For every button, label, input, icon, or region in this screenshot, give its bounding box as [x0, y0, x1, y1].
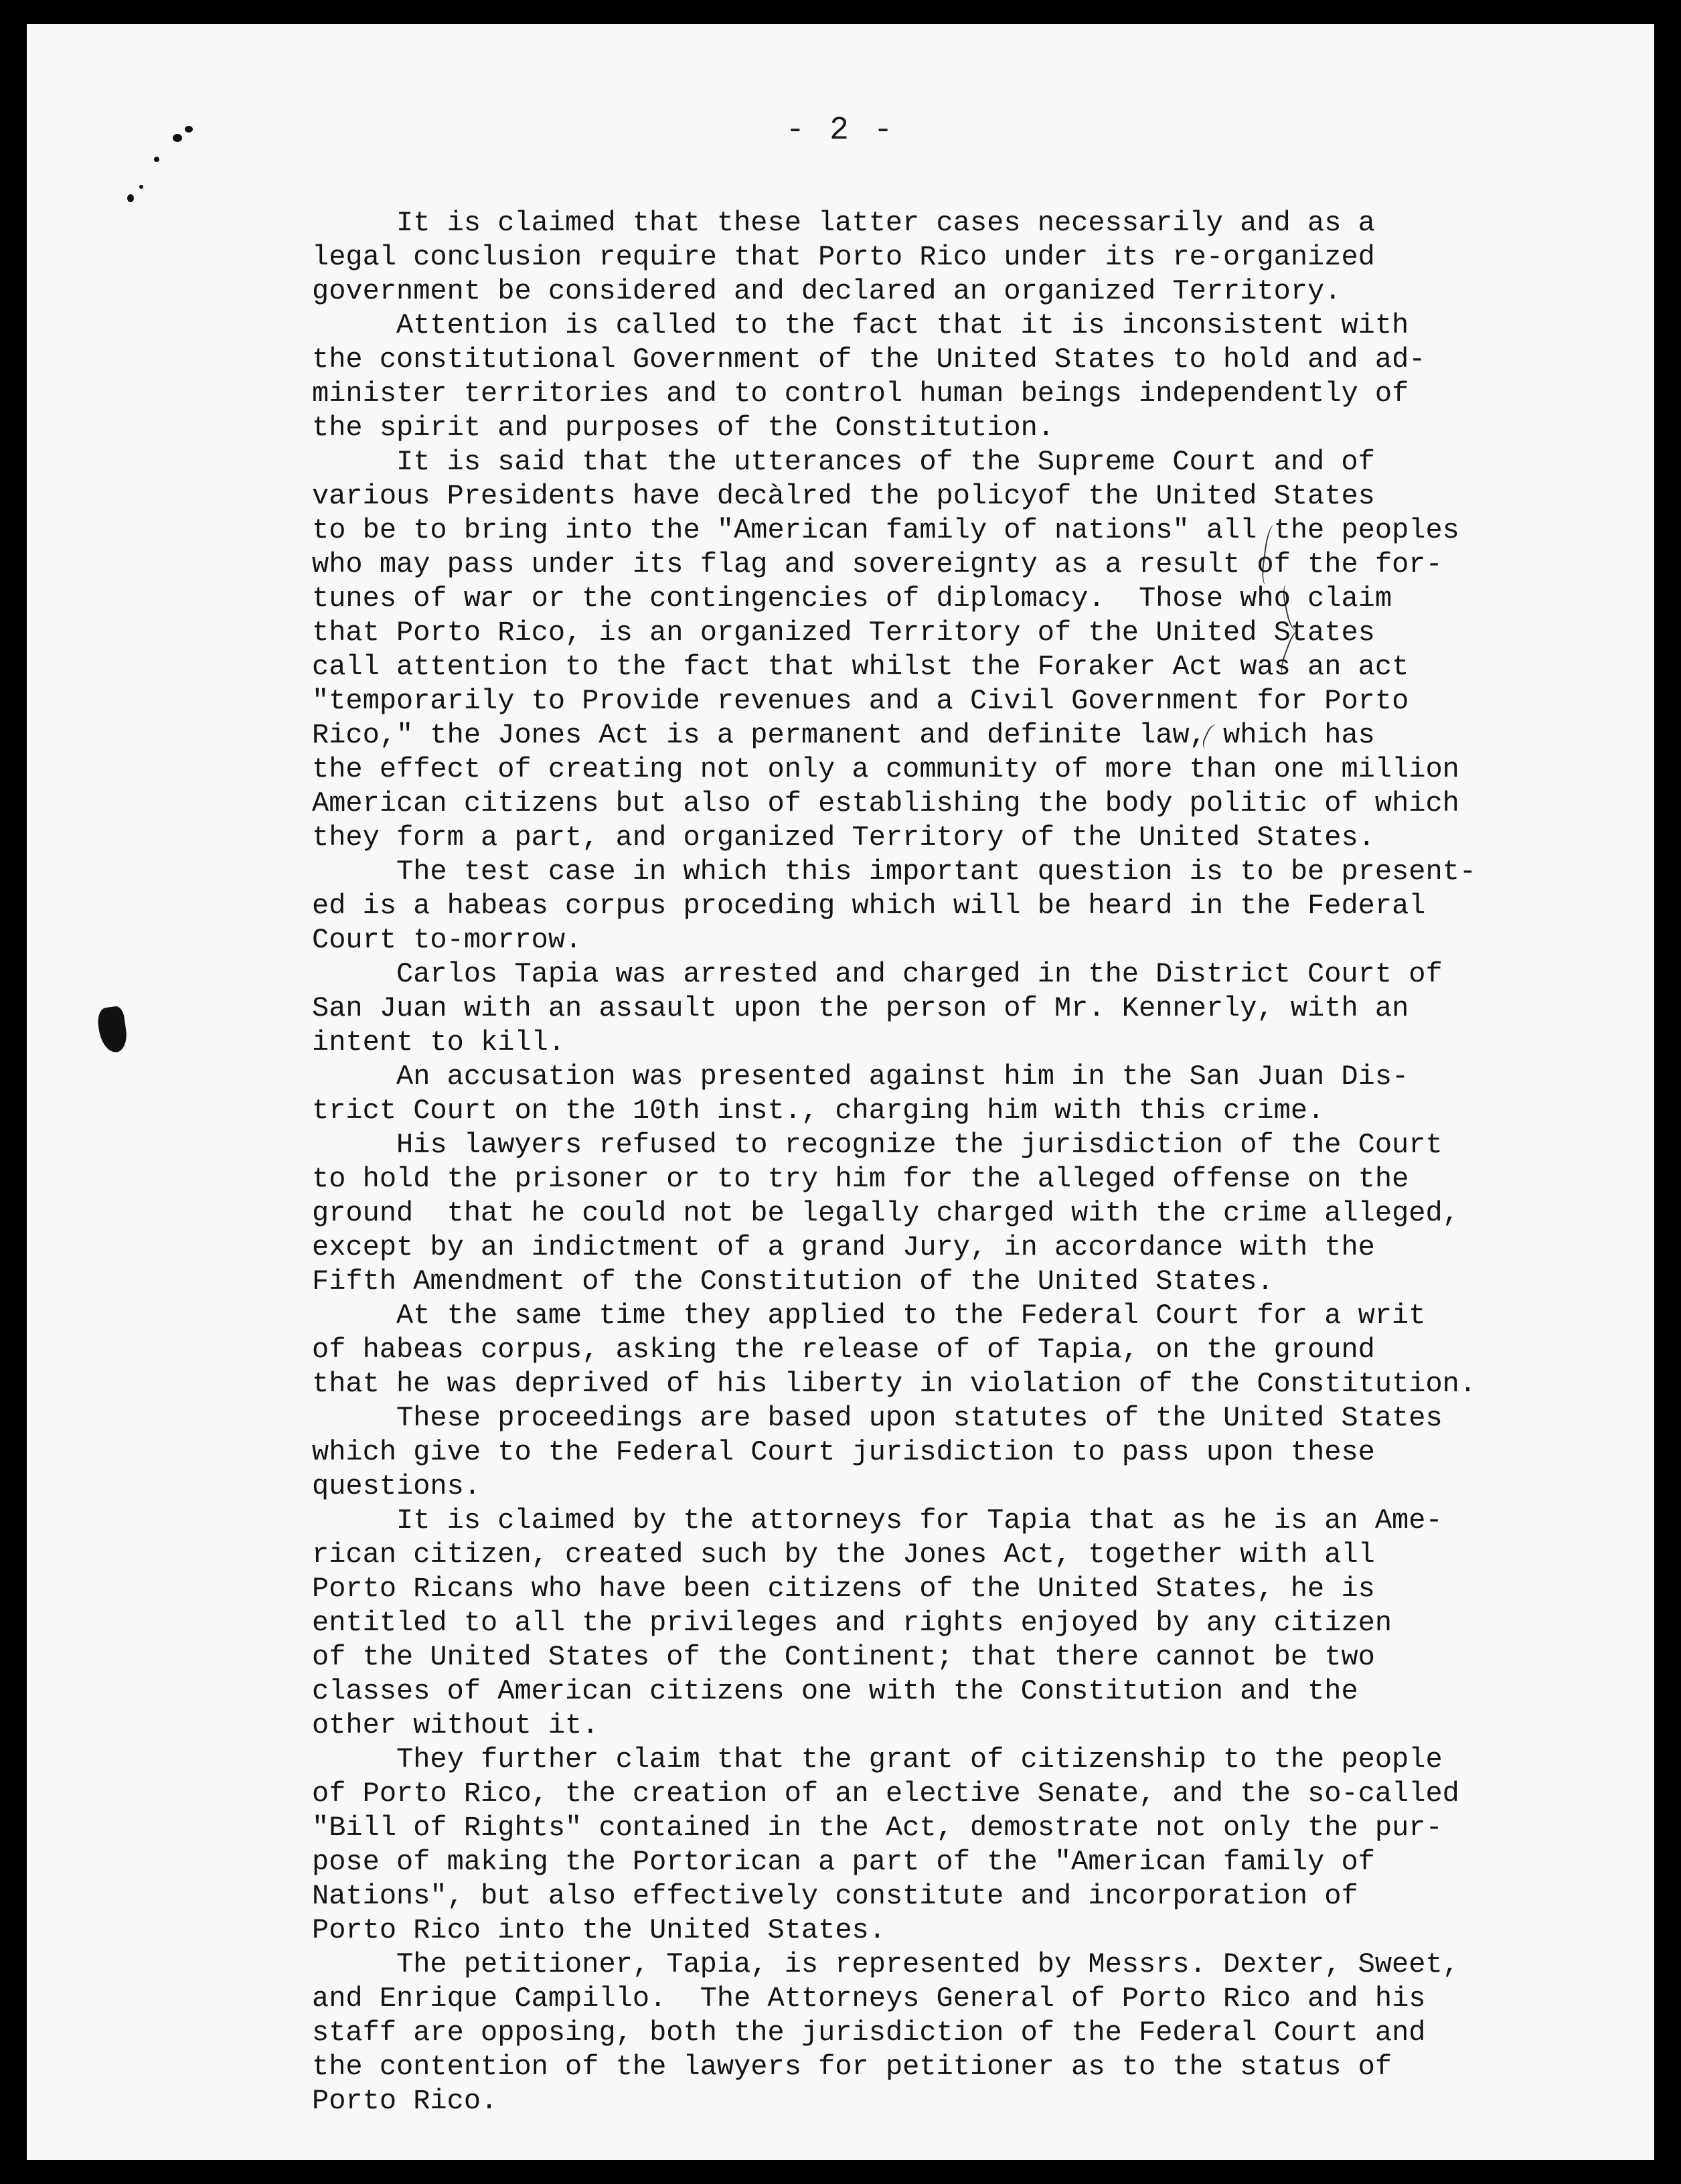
typewritten-page [27, 24, 1654, 2160]
text-line: It is said that the utterances of the Supreme Court and of [396, 446, 1375, 478]
text-line: These proceedings are based upon statutes of the United States [396, 1402, 1443, 1434]
text-line: It is claimed that these latter cases necessarily and as a [396, 207, 1375, 239]
text-line: Nations", but also effectively constitute and incorporation of [312, 1880, 1358, 1912]
text-line: Rico," the Jones Act is a permanent and definite law, which has [312, 719, 1375, 751]
text-line: The test case in which this important question is to be present- [396, 856, 1477, 888]
text-line: San Juan with an assault upon the person of Mr. Kennerly, with an [312, 992, 1409, 1024]
text-line: and Enrique Campillo. The Attorneys General of Porto Rico and his [312, 1982, 1426, 2015]
text-line: staff are opposing, both the jurisdiction of the Federal Court and [312, 2017, 1426, 2049]
text-line: minister territories and to control human beings independently of [312, 378, 1409, 410]
page-number: - 2 - [785, 112, 896, 149]
text-line: It is claimed by the attorneys for Tapia that as he is an Ame- [396, 1504, 1443, 1537]
text-line: who may pass under its flag and sovereignty as a result of the for- [312, 548, 1443, 580]
text-line: Carlos Tapia was arrested and charged in the District Court of [396, 958, 1443, 990]
ink-blot [96, 1006, 129, 1055]
ink-speck [154, 157, 159, 162]
text-line: except by an indictment of a grand Jury, in accordance with the [312, 1231, 1375, 1263]
text-line: trict Court on the 10th inst., charging him with this crime. [312, 1095, 1325, 1127]
text-line: Fifth Amendment of the Constitution of the United States. [312, 1265, 1274, 1298]
text-line: to hold the prisoner or to try him for the alleged offense on the [312, 1163, 1409, 1195]
text-line: His lawyers refused to recognize the jurisdiction of the Court [396, 1129, 1443, 1161]
text-line: intent to kill. [312, 1026, 566, 1059]
text-line: Court to-morrow. [312, 924, 582, 956]
ink-speck [139, 185, 143, 189]
text-line: that he was deprived of his liberty in violation of the Constitution. [312, 1368, 1477, 1400]
text-line: of Porto Rico, the creation of an elective Senate, and the so-called [312, 1778, 1459, 1810]
text-line: pose of making the Portorican a part of the "American family of [312, 1846, 1375, 1878]
text-line: classes of American citizens one with the Constitution and the [312, 1675, 1358, 1707]
text-line: other without it. [312, 1709, 599, 1741]
text-line: they form a part, and organized Territory of the United States. [312, 822, 1375, 854]
text-line: which give to the Federal Court jurisdiction to pass upon these [312, 1436, 1375, 1468]
text-line: various Presidents have decàlred the policyof the United States [312, 480, 1375, 512]
text-line: Attention is called to the fact that it is inconsistent with [396, 309, 1409, 341]
text-line: to be to bring into the "American family of nations" all the peoples [312, 514, 1459, 546]
text-line: entitled to all the privileges and rights enjoyed by any citizen [312, 1607, 1392, 1639]
text-line: They further claim that the grant of citizenship to the people [396, 1743, 1443, 1776]
text-line: Porto Rico. [312, 2085, 498, 2117]
text-line: rican citizen, created such by the Jones Act, together with all [312, 1539, 1375, 1571]
text-line: Porto Ricans who have been citizens of the United States, he is [312, 1573, 1375, 1605]
text-line: legal conclusion require that Porto Rico under its re-organized [312, 241, 1375, 273]
document-body [312, 206, 1504, 2118]
text-line: "temporarily to Provide revenues and a Civil Government for Porto [312, 685, 1409, 717]
text-line: At the same time they applied to the Federal Court for a writ [396, 1300, 1426, 1332]
text-line: the contention of the lawyers for petitioner as to the status of [312, 2051, 1392, 2083]
text-line: the constitutional Government of the United States to hold and ad- [312, 343, 1426, 376]
text-line: the spirit and purposes of the Constitution. [312, 412, 1054, 444]
text-line: The petitioner, Tapia, is represented by Messrs. Dexter, Sweet, [396, 1948, 1459, 1980]
text-line: that Porto Rico, is an organized Territory of the United States [312, 617, 1375, 649]
text-line: American citizens but also of establishing the body politic of which [312, 787, 1459, 820]
text-line: government be considered and declared an organized Territory. [312, 275, 1342, 307]
text-line: tunes of war or the contingencies of diplomacy. Those who claim [312, 582, 1392, 615]
text-line: the effect of creating not only a community of more than one million [312, 753, 1459, 785]
text-line: "Bill of Rights" contained in the Act, demostrate not only the pur- [312, 1812, 1443, 1844]
text-line: ed is a habeas corpus proceding which will be heard in the Federal [312, 890, 1426, 922]
text-line: ground that he could not be legally charged with the crime alleged, [312, 1197, 1459, 1229]
ink-speck [127, 194, 134, 202]
text-line: Porto Rico into the United States. [312, 1914, 886, 1946]
text-line: of the United States of the Continent; that there cannot be two [312, 1641, 1375, 1673]
text-line: call attention to the fact that whilst the Foraker Act was an act [312, 651, 1409, 683]
text-line: of habeas corpus, asking the release of of Tapia, on the ground [312, 1334, 1375, 1366]
text-line: questions. [312, 1470, 481, 1502]
text-line: An accusation was presented against him in the San Juan Dis- [396, 1061, 1409, 1093]
